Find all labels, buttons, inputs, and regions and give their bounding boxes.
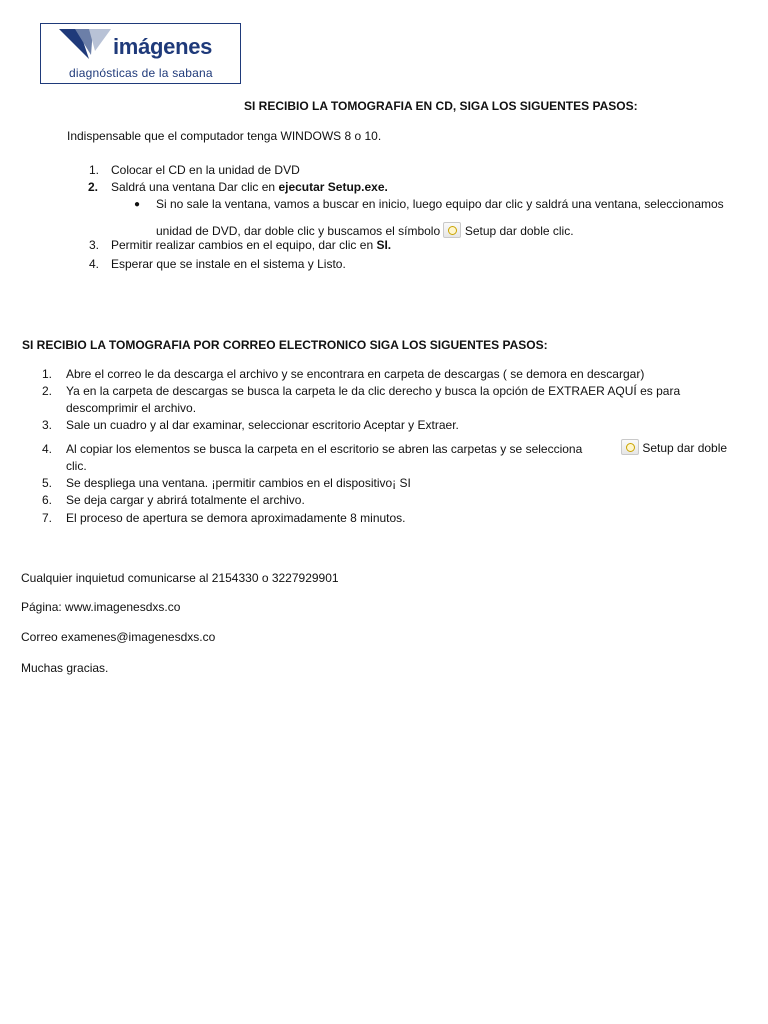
email-step-1-number: 1. — [42, 367, 53, 381]
cd-step-2-text-a: Saldrá una ventana Dar clic en — [111, 180, 279, 194]
cd-bullet-line-2 — [156, 222, 574, 238]
cd-bullet-line-1: Si no sale la ventana, vamos a buscar en inicio, luego equipo dar clic y saldrá una ventana, seleccionamos — [156, 197, 724, 211]
email-step-4-text-b: Setup dar doble — [639, 441, 728, 455]
cd-step-1-text: Colocar el CD en la unidad de DVD — [111, 163, 300, 177]
email-step-4-icon-group — [621, 439, 727, 455]
cd-step-3-number: 3. — [89, 238, 100, 252]
cd-step-2-number: 2. — [88, 180, 99, 194]
email-step-4-text-c: clic. — [66, 459, 87, 473]
closing-thanks: Muchas gracias. — [21, 661, 109, 675]
company-logo — [40, 23, 241, 84]
email-step-7-text: El proceso de apertura se demora aproximadamente 8 minutos. — [66, 511, 406, 525]
email-step-2-text-line-1: Ya en la carpeta de descargas se busca la carpeta le da clic derecho y busca la opción de EXTRAER AQUÍ es para — [66, 384, 681, 398]
email-step-3-number: 3. — [42, 418, 53, 432]
contact-phone: Cualquier inquietud comunicarse al 2154330 o 3227929901 — [21, 571, 339, 585]
cd-step-2-text — [111, 180, 388, 194]
cd-step-4-text: Esperar que se instale en el sistema y Listo. — [111, 257, 346, 271]
email-step-6-number: 6. — [42, 493, 53, 507]
cd-step-2-text-bold: ejecutar Setup.exe. — [278, 180, 388, 194]
email-step-4-text-a: Al copiar los elementos se busca la carpeta en el escritorio se abren las carpetas y se selecciona — [66, 442, 583, 456]
cd-step-4-number: 4. — [89, 257, 100, 271]
email-step-5-number: 5. — [42, 476, 53, 490]
email-step-1-text: Abre el correo le da descarga el archivo y se encontrara en carpeta de descargas ( se demora en descargar) — [66, 367, 645, 381]
bullet-dot: ● — [134, 199, 141, 210]
email-step-2-text-line-2: descomprimir el archivo. — [66, 401, 197, 415]
logo-subtitle: diagnósticas de la sabana — [69, 66, 213, 80]
cd-step-3-text-a: Permitir realizar cambios en el equipo, dar clic en — [111, 238, 377, 252]
cd-step-1-number: 1. — [89, 163, 100, 177]
email-step-2-number: 2. — [42, 384, 53, 398]
contact-website: Página: www.imagenesdxs.co — [21, 600, 181, 614]
contact-email: Correo examenes@imagenesdxs.co — [21, 630, 216, 644]
setup-icon — [621, 439, 639, 455]
email-step-3-text: Sale un cuadro y al dar examinar, seleccionar escritorio Aceptar y Extraer. — [66, 418, 459, 432]
setup-icon — [443, 222, 461, 238]
logo-chevron-icon — [59, 29, 115, 65]
cd-intro: Indispensable que el computador tenga WINDOWS 8 o 10. — [67, 129, 382, 143]
logo-brand-text: imágenes — [113, 34, 213, 59]
cd-section-title: SI RECIBIO LA TOMOGRAFIA EN CD, SIGA LOS SIGUENTES PASOS: — [244, 99, 638, 113]
email-step-6-text: Se deja cargar y abrirá totalmente el archivo. — [66, 493, 305, 507]
cd-bullet-line-2-b: Setup dar doble clic. — [461, 224, 574, 238]
cd-step-3-text-bold: SI. — [376, 238, 392, 252]
email-section-title: SI RECIBIO LA TOMOGRAFIA POR CORREO ELECTRONICO SIGA LOS SIGUENTES PASOS: — [22, 338, 548, 352]
email-step-7-number: 7. — [42, 511, 53, 525]
cd-step-3-text — [111, 238, 391, 252]
email-step-4-number: 4. — [42, 442, 53, 456]
cd-bullet-line-2-a: unidad de DVD, dar doble clic y buscamos el símbolo — [156, 224, 444, 238]
email-step-5-text: Se despliega una ventana. ¡permitir cambios en el dispositivo¡ SI — [66, 476, 411, 490]
